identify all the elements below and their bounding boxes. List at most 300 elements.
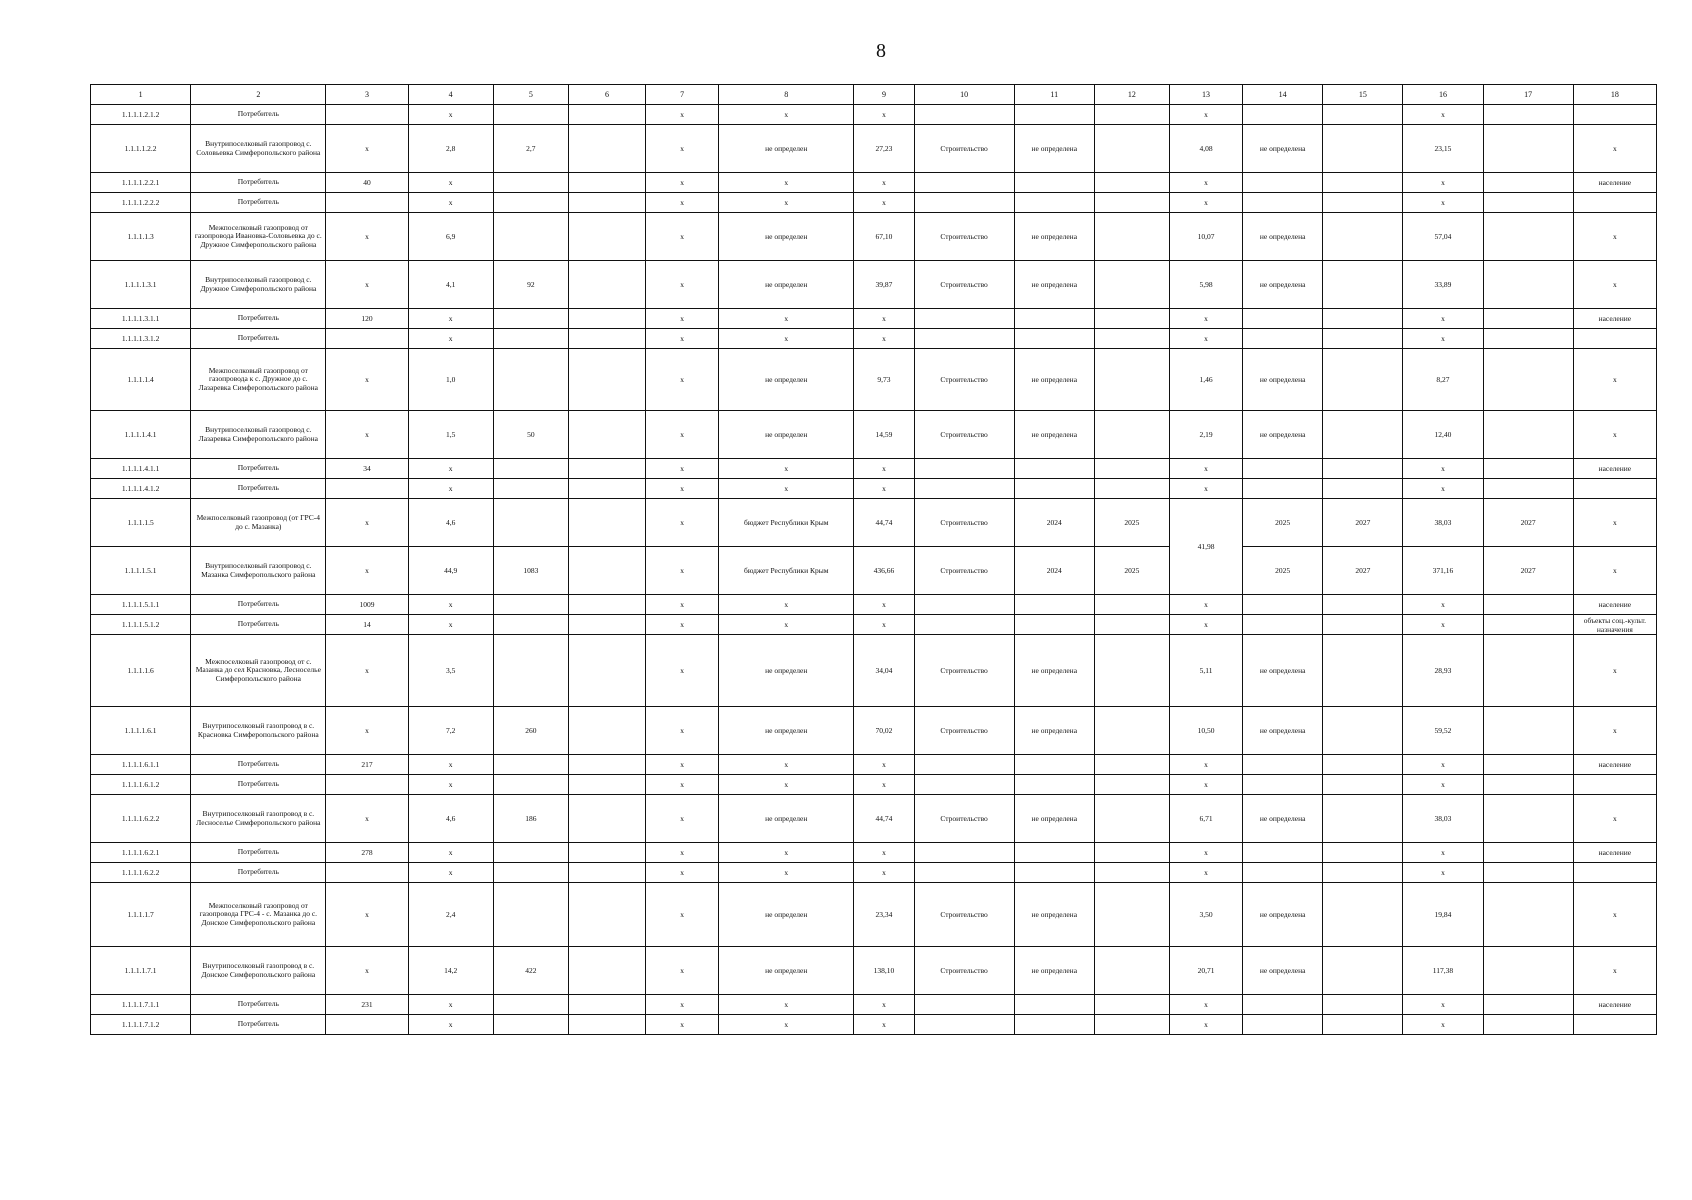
table-cell	[568, 261, 645, 309]
table-cell: х	[408, 193, 493, 213]
table-cell	[1573, 775, 1656, 795]
table-cell	[493, 775, 568, 795]
table-cell: 1.1.1.1.5.1.1	[91, 595, 191, 615]
table-cell: 2024	[1014, 499, 1094, 547]
object-name-cell: Межпоселковый газопровод от газопровода Ивановка-Соловьевка до с. Дружное Симферопольского района	[191, 213, 326, 261]
table-cell: х	[326, 947, 408, 995]
table-cell	[914, 459, 1014, 479]
table-cell	[1483, 795, 1573, 843]
column-header: 15	[1323, 85, 1403, 105]
table-cell	[914, 775, 1014, 795]
table-cell: население	[1573, 173, 1656, 193]
table-cell	[1094, 635, 1169, 707]
table-cell: х	[408, 843, 493, 863]
object-name-cell: Потребитель	[191, 615, 326, 635]
table-cell: население	[1573, 755, 1656, 775]
table-cell: 1.1.1.1.6.2.2	[91, 863, 191, 883]
table-cell	[1573, 193, 1656, 213]
table-cell	[1323, 995, 1403, 1015]
table-cell	[568, 1015, 645, 1035]
table-cell: 1.1.1.1.6.1	[91, 707, 191, 755]
table-cell	[326, 329, 408, 349]
table-cell: х	[719, 329, 854, 349]
table-cell: х	[719, 995, 854, 1015]
table-cell: х	[326, 547, 408, 595]
table-cell	[1573, 479, 1656, 499]
table-cell	[1483, 329, 1573, 349]
table-cell	[1243, 309, 1323, 329]
table-cell: 1,0	[408, 349, 493, 411]
table-cell: не определена	[1243, 125, 1323, 173]
object-name-cell: Потребитель	[191, 173, 326, 193]
table-cell: х	[854, 595, 914, 615]
table-cell: 2,19	[1169, 411, 1242, 459]
table-cell: 217	[326, 755, 408, 775]
table-cell	[1014, 863, 1094, 883]
table-cell: 117,38	[1403, 947, 1483, 995]
table-cell	[1014, 615, 1094, 635]
table-cell: не определена	[1014, 795, 1094, 843]
table-cell: х	[646, 755, 719, 775]
table-cell	[1243, 329, 1323, 349]
table-row	[91, 843, 1657, 863]
table-cell: х	[326, 349, 408, 411]
table-cell	[914, 329, 1014, 349]
table-cell: х	[1169, 595, 1242, 615]
table-row	[91, 499, 1657, 547]
table-cell	[493, 499, 568, 547]
table-cell	[568, 883, 645, 947]
table-cell: 6,9	[408, 213, 493, 261]
table-cell: 1.1.1.1.5.1	[91, 547, 191, 595]
table-cell	[1483, 595, 1573, 615]
table-cell: х	[719, 843, 854, 863]
table-cell	[568, 775, 645, 795]
table-cell: х	[646, 479, 719, 499]
table-cell: население	[1573, 459, 1656, 479]
table-cell	[1323, 707, 1403, 755]
table-cell	[568, 459, 645, 479]
table-row	[91, 459, 1657, 479]
table-cell	[568, 479, 645, 499]
table-cell: х	[1169, 775, 1242, 795]
table-cell: х	[1573, 795, 1656, 843]
table-cell	[1483, 261, 1573, 309]
table-cell	[1323, 105, 1403, 125]
table-cell	[1323, 595, 1403, 615]
table-cell: 436,66	[854, 547, 914, 595]
table-cell: 14,59	[854, 411, 914, 459]
table-cell	[493, 459, 568, 479]
table-cell: х	[326, 499, 408, 547]
table-cell: х	[1573, 213, 1656, 261]
table-cell: х	[1169, 615, 1242, 635]
table-cell: 186	[493, 795, 568, 843]
table-cell: х	[408, 595, 493, 615]
table-cell	[1243, 755, 1323, 775]
object-name-cell: Потребитель	[191, 479, 326, 499]
table-cell: 120	[326, 309, 408, 329]
table-row	[91, 707, 1657, 755]
table-cell	[493, 349, 568, 411]
table-cell: 4,1	[408, 261, 493, 309]
table-cell	[1323, 173, 1403, 193]
table-cell	[1323, 635, 1403, 707]
table-cell	[493, 193, 568, 213]
table-cell	[568, 595, 645, 615]
table-cell	[1323, 755, 1403, 775]
column-header: 16	[1403, 85, 1483, 105]
table-cell: 2024	[1014, 547, 1094, 595]
table-cell	[568, 105, 645, 125]
table-cell	[1483, 411, 1573, 459]
table-cell	[1323, 883, 1403, 947]
table-cell	[493, 635, 568, 707]
table-cell	[493, 843, 568, 863]
table-cell: х	[408, 863, 493, 883]
table-cell: 41,98	[1169, 499, 1242, 595]
table-cell	[1243, 995, 1323, 1015]
table-cell: х	[646, 411, 719, 459]
table-cell	[914, 615, 1014, 635]
table-cell: 1.1.1.1.4.1	[91, 411, 191, 459]
table-cell	[1014, 755, 1094, 775]
table-cell	[1323, 329, 1403, 349]
table-cell: бюджет Республики Крым	[719, 499, 854, 547]
table-cell	[493, 755, 568, 775]
column-header: 7	[646, 85, 719, 105]
table-cell	[326, 105, 408, 125]
table-cell: 3,50	[1169, 883, 1242, 947]
table-cell: х	[646, 707, 719, 755]
table-cell: х	[1403, 309, 1483, 329]
table-cell: х	[1169, 863, 1242, 883]
object-name-cell: Потребитель	[191, 595, 326, 615]
table-cell: 1,5	[408, 411, 493, 459]
table-cell: население	[1573, 309, 1656, 329]
table-cell: 5,11	[1169, 635, 1242, 707]
table-cell: х	[1169, 755, 1242, 775]
column-header: 11	[1014, 85, 1094, 105]
table-cell: 2025	[1243, 499, 1323, 547]
table-cell: не определен	[719, 883, 854, 947]
table-cell: х	[646, 193, 719, 213]
table-cell: 2027	[1323, 499, 1403, 547]
table-cell: 39,87	[854, 261, 914, 309]
column-header: 14	[1243, 85, 1323, 105]
column-header: 5	[493, 85, 568, 105]
table-row	[91, 947, 1657, 995]
table-cell	[1483, 883, 1573, 947]
column-header: 3	[326, 85, 408, 105]
table-cell: х	[408, 755, 493, 775]
table-cell	[1323, 411, 1403, 459]
table-row	[91, 615, 1657, 635]
table-cell: 34	[326, 459, 408, 479]
table-cell	[1573, 863, 1656, 883]
table-cell: не определен	[719, 635, 854, 707]
table-cell: не определена	[1243, 947, 1323, 995]
table-cell	[1483, 843, 1573, 863]
table-cell: х	[1403, 459, 1483, 479]
table-cell	[1014, 459, 1094, 479]
table-cell: х	[646, 105, 719, 125]
table-cell: 40	[326, 173, 408, 193]
table-cell	[1483, 193, 1573, 213]
table-cell: х	[1403, 105, 1483, 125]
table-cell: х	[408, 173, 493, 193]
table-cell	[1483, 479, 1573, 499]
table-cell	[493, 479, 568, 499]
table-cell	[1094, 261, 1169, 309]
table-row	[91, 349, 1657, 411]
table-cell: Строительство	[914, 795, 1014, 843]
table-cell: х	[854, 863, 914, 883]
table-cell: 1.1.1.1.7.1.2	[91, 1015, 191, 1035]
table-cell: х	[1573, 883, 1656, 947]
table-row	[91, 795, 1657, 843]
table-cell: 33,89	[1403, 261, 1483, 309]
table-cell	[1243, 775, 1323, 795]
table-cell: х	[1403, 1015, 1483, 1035]
table-cell: х	[719, 105, 854, 125]
object-name-cell: Потребитель	[191, 1015, 326, 1035]
table-cell	[568, 125, 645, 173]
table-cell: 7,2	[408, 707, 493, 755]
table-cell: 1.1.1.1.2.1.2	[91, 105, 191, 125]
table-row	[91, 547, 1657, 595]
table-cell	[914, 995, 1014, 1015]
table-cell: 4,6	[408, 499, 493, 547]
table-cell: 1.1.1.1.3	[91, 213, 191, 261]
table-cell: Строительство	[914, 213, 1014, 261]
table-cell	[1094, 459, 1169, 479]
table-cell: Строительство	[914, 707, 1014, 755]
table-cell: х	[719, 459, 854, 479]
table-cell: х	[1573, 411, 1656, 459]
object-name-cell: Межпоселковый газопровод (от ГРС-4 до с. Мазанка)	[191, 499, 326, 547]
table-cell: х	[326, 411, 408, 459]
table-cell	[914, 173, 1014, 193]
table-cell	[1014, 843, 1094, 863]
table-cell: х	[1169, 173, 1242, 193]
table-cell: 1.1.1.1.2.2.2	[91, 193, 191, 213]
table-cell	[326, 193, 408, 213]
table-cell	[1483, 349, 1573, 411]
table-cell	[1323, 459, 1403, 479]
table-cell: х	[646, 843, 719, 863]
table-cell	[568, 863, 645, 883]
table-cell	[914, 843, 1014, 863]
table-cell: х	[408, 105, 493, 125]
table-cell: х	[1169, 843, 1242, 863]
table-cell: х	[1573, 125, 1656, 173]
table-cell: Строительство	[914, 547, 1014, 595]
table-cell	[1573, 329, 1656, 349]
table-cell: х	[1403, 595, 1483, 615]
table-cell	[326, 479, 408, 499]
table-cell: х	[854, 755, 914, 775]
table-row	[91, 309, 1657, 329]
table-cell: 2027	[1323, 547, 1403, 595]
table-cell: 34,04	[854, 635, 914, 707]
table-cell	[1014, 309, 1094, 329]
table-cell	[493, 615, 568, 635]
table-row	[91, 755, 1657, 775]
table-cell	[568, 329, 645, 349]
table-cell: х	[1573, 707, 1656, 755]
table-cell: 8,27	[1403, 349, 1483, 411]
table-cell	[1483, 947, 1573, 995]
table-cell: 371,16	[1403, 547, 1483, 595]
table-cell	[1094, 125, 1169, 173]
table-cell	[1483, 755, 1573, 775]
table-cell	[1094, 755, 1169, 775]
table-cell	[1094, 863, 1169, 883]
table-cell	[568, 795, 645, 843]
table-row	[91, 995, 1657, 1015]
table-cell	[914, 193, 1014, 213]
table-row	[91, 595, 1657, 615]
table-cell: бюджет Республики Крым	[719, 547, 854, 595]
table-cell	[1094, 479, 1169, 499]
object-name-cell: Потребитель	[191, 459, 326, 479]
object-name-cell: Потребитель	[191, 105, 326, 125]
table-cell: х	[408, 459, 493, 479]
object-name-cell: Межпоселковый газопровод от газопровода к с. Дружное до с. Лазаревка Симферопольского района	[191, 349, 326, 411]
table-cell	[1323, 479, 1403, 499]
table-cell: х	[326, 883, 408, 947]
object-name-cell: Внутрипоселковый газопровод с. Мазанка Симферопольского района	[191, 547, 326, 595]
table-cell: х	[719, 775, 854, 795]
table-cell: 28,93	[1403, 635, 1483, 707]
table-cell: 2027	[1483, 547, 1573, 595]
table-cell: Строительство	[914, 125, 1014, 173]
table-cell: х	[326, 795, 408, 843]
table-cell: х	[408, 615, 493, 635]
table-cell: 2027	[1483, 499, 1573, 547]
table-cell	[1483, 995, 1573, 1015]
table-cell: 38,03	[1403, 795, 1483, 843]
table-cell: 44,9	[408, 547, 493, 595]
table-cell	[1483, 309, 1573, 329]
table-cell: х	[408, 775, 493, 795]
table-cell: 2025	[1094, 499, 1169, 547]
table-cell: не определена	[1014, 411, 1094, 459]
object-name-cell: Потребитель	[191, 309, 326, 329]
table-cell	[493, 213, 568, 261]
table-cell: 422	[493, 947, 568, 995]
table-cell: х	[646, 547, 719, 595]
table-cell: х	[646, 329, 719, 349]
table-cell	[1094, 947, 1169, 995]
table-cell: не определена	[1014, 125, 1094, 173]
table-cell	[914, 755, 1014, 775]
table-cell	[1014, 193, 1094, 213]
table-cell: не определен	[719, 349, 854, 411]
table-cell	[1323, 863, 1403, 883]
column-header: 10	[914, 85, 1014, 105]
table-cell: 1009	[326, 595, 408, 615]
table-row	[91, 261, 1657, 309]
table-cell: 6,71	[1169, 795, 1242, 843]
object-name-cell: Потребитель	[191, 193, 326, 213]
table-cell: х	[1403, 843, 1483, 863]
table-cell: 44,74	[854, 499, 914, 547]
table-cell: х	[646, 349, 719, 411]
table-cell	[1483, 1015, 1573, 1035]
table-cell: х	[854, 459, 914, 479]
table-cell	[1243, 615, 1323, 635]
table-cell: Строительство	[914, 499, 1014, 547]
table-cell: 27,23	[854, 125, 914, 173]
table-cell: Строительство	[914, 349, 1014, 411]
table-cell: 20,71	[1169, 947, 1242, 995]
table-cell: х	[646, 863, 719, 883]
object-name-cell: Потребитель	[191, 843, 326, 863]
table-cell: 1.1.1.1.4.1.1	[91, 459, 191, 479]
table-cell: не определен	[719, 947, 854, 995]
table-cell: х	[1403, 193, 1483, 213]
table-cell	[914, 479, 1014, 499]
table-cell	[1094, 1015, 1169, 1035]
table-cell	[568, 349, 645, 411]
table-cell: х	[1169, 193, 1242, 213]
object-name-cell: Потребитель	[191, 995, 326, 1015]
table-cell: 2,8	[408, 125, 493, 173]
table-cell: х	[1403, 173, 1483, 193]
table-cell: не определена	[1014, 947, 1094, 995]
table-cell: не определена	[1014, 261, 1094, 309]
table-cell: 1.1.1.1.7	[91, 883, 191, 947]
column-header: 12	[1094, 85, 1169, 105]
table-cell	[1483, 775, 1573, 795]
table-cell	[1094, 883, 1169, 947]
table-cell: 23,15	[1403, 125, 1483, 173]
table-cell: 1.1.1.1.6.2.2	[91, 795, 191, 843]
column-header: 9	[854, 85, 914, 105]
table-cell	[568, 173, 645, 193]
table-cell: х	[646, 1015, 719, 1035]
table-cell: не определен	[719, 411, 854, 459]
table-cell	[326, 863, 408, 883]
table-cell: х	[326, 125, 408, 173]
table-cell: 278	[326, 843, 408, 863]
table-cell: население	[1573, 843, 1656, 863]
object-name-cell: Потребитель	[191, 329, 326, 349]
table-row	[91, 863, 1657, 883]
table-cell: 1,46	[1169, 349, 1242, 411]
table-cell: х	[646, 775, 719, 795]
table-cell: не определен	[719, 707, 854, 755]
table-cell	[1014, 1015, 1094, 1035]
table-cell: 14,2	[408, 947, 493, 995]
table-cell: х	[646, 795, 719, 843]
table-cell: 1.1.1.1.5.1.2	[91, 615, 191, 635]
table-cell	[568, 995, 645, 1015]
table-cell: х	[854, 1015, 914, 1035]
object-name-cell: Межпоселковый газопровод от газопровода ГРС-4 - с. Мазанка до с. Донское Симферопольского района	[191, 883, 326, 947]
table-cell: х	[326, 707, 408, 755]
table-cell: х	[646, 995, 719, 1015]
table-cell	[1483, 173, 1573, 193]
table-cell	[568, 213, 645, 261]
table-cell: 19,84	[1403, 883, 1483, 947]
table-cell	[1323, 615, 1403, 635]
table-cell: 2,4	[408, 883, 493, 947]
table-cell	[493, 329, 568, 349]
object-name-cell: Внутрипоселковый газопровод с. Лазаревка Симферопольского района	[191, 411, 326, 459]
